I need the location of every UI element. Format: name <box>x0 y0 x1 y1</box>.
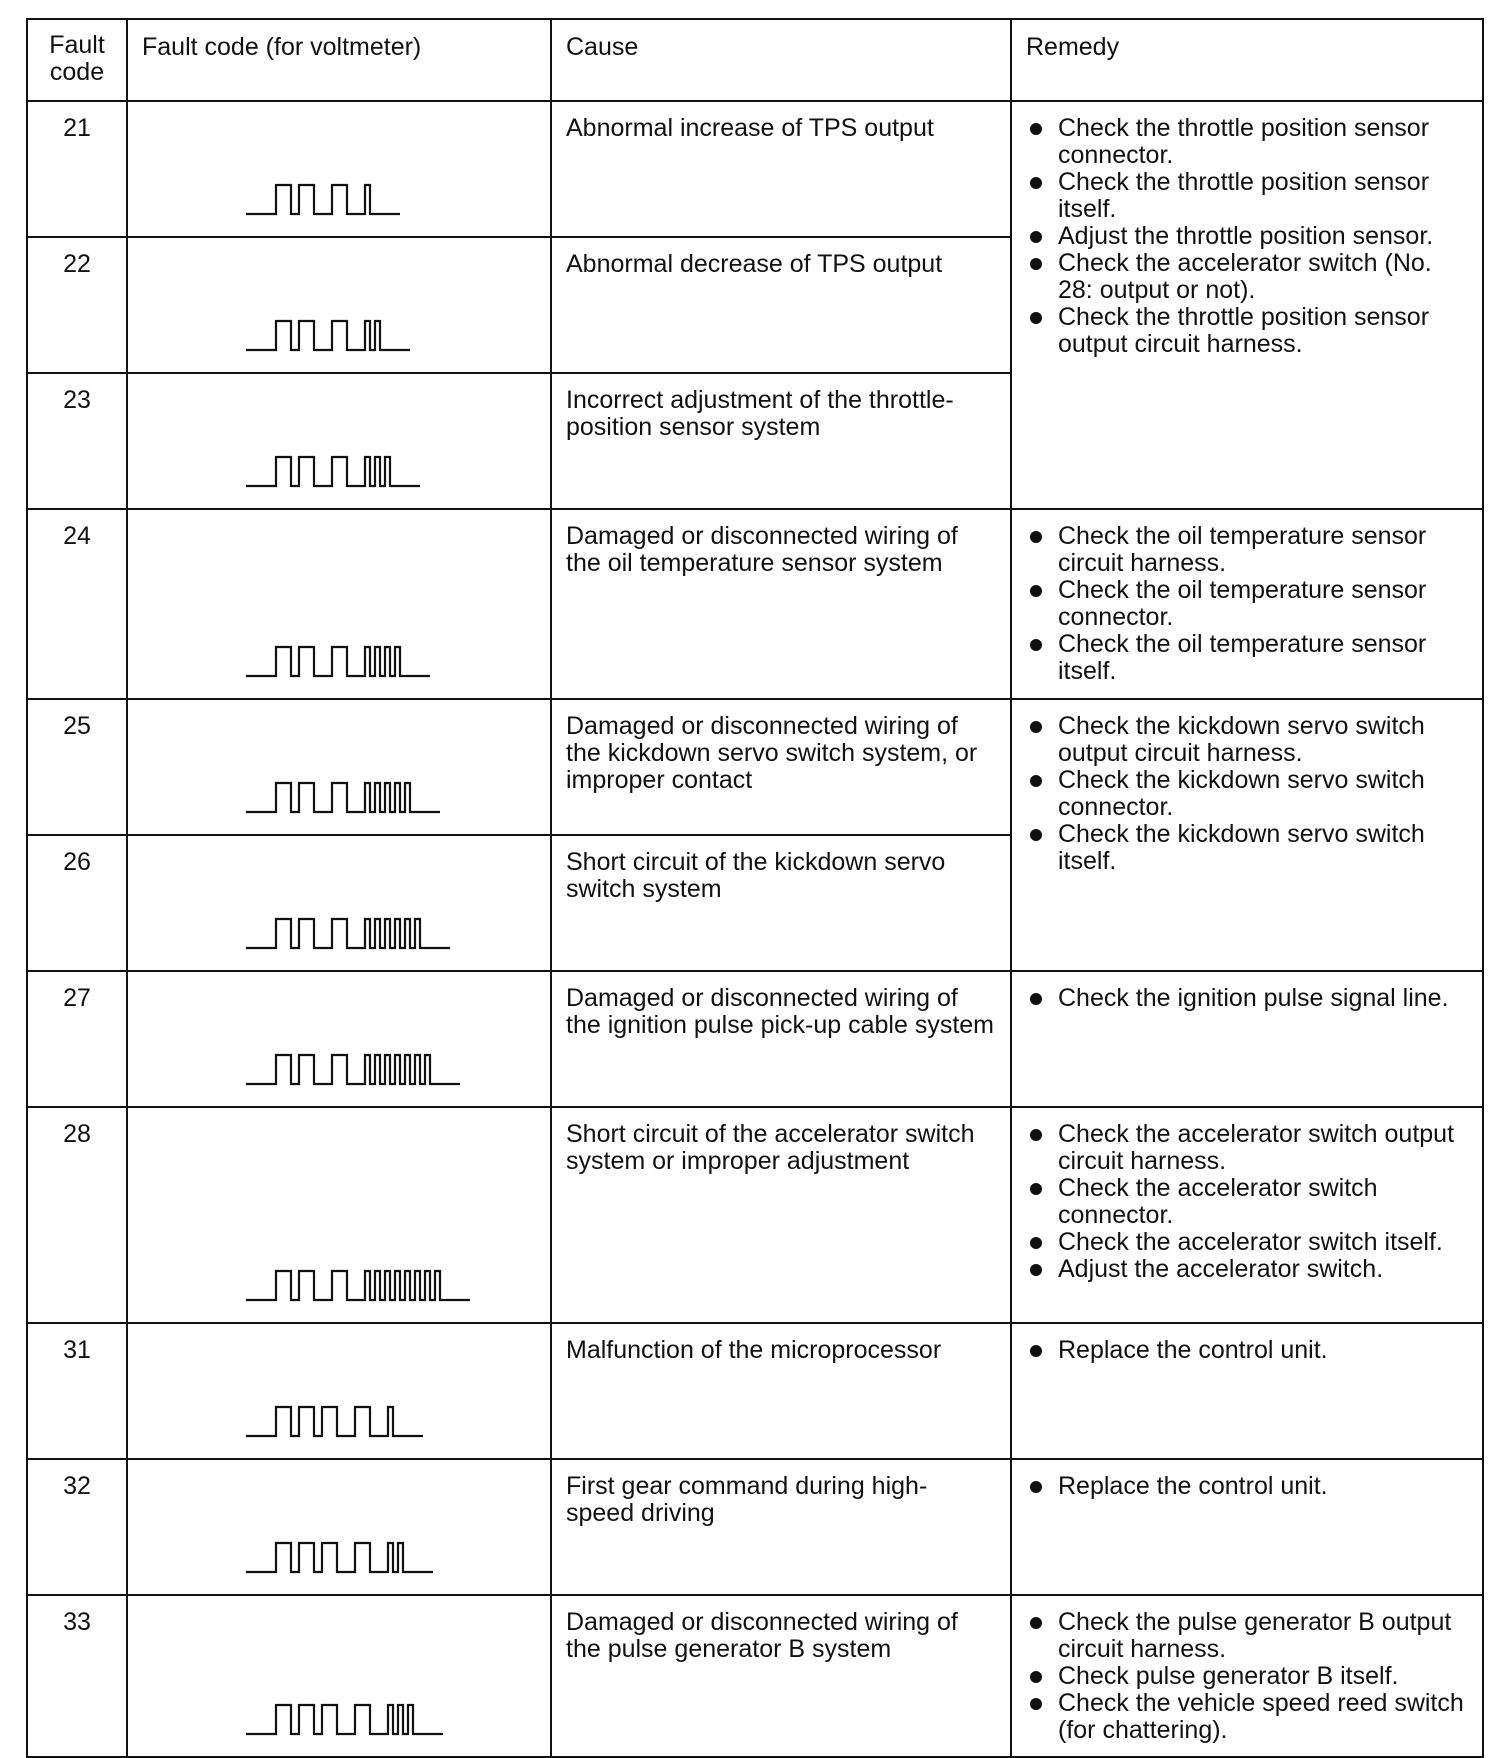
pulse-waveform-cell <box>127 373 551 509</box>
pulse-waveform-line <box>246 321 410 350</box>
cause-cell: First gear command during high-speed driving <box>551 1459 1011 1595</box>
remedy-item: Check the accelerator switch output circuit harness. <box>1026 1121 1470 1175</box>
remedy-item: Check the oil temperature sensor itself. <box>1026 631 1470 685</box>
cause-cell: Damaged or disconnected wiring of the oil temperature sensor system <box>551 509 1011 699</box>
cause-cell: Damaged or disconnected wiring of the pulse generator B system <box>551 1595 1011 1757</box>
remedy-item: Check the accelerator switch (No. 28: output or not). <box>1026 250 1470 304</box>
remedy-item: Check the accelerator switch connector. <box>1026 1175 1470 1229</box>
fault-code-cell: 32 <box>27 1459 127 1595</box>
table-row <box>27 1107 1483 1323</box>
cause-cell: Damaged or disconnected wiring of the kickdown servo switch system, or improper contact <box>551 699 1011 835</box>
fault-code-cell: 21 <box>27 101 127 237</box>
remedy-list <box>1026 985 1470 1012</box>
cause-cell: Short circuit of the accelerator switch system or improper adjustment <box>551 1107 1011 1323</box>
table-row <box>27 509 1483 699</box>
remedy-cell <box>1011 1323 1483 1459</box>
fault-code-cell: 27 <box>27 971 127 1107</box>
remedy-list <box>1026 115 1470 358</box>
fault-code-cell: 31 <box>27 1323 127 1459</box>
remedy-item: Check pulse generator B itself. <box>1026 1663 1470 1690</box>
fault-code-cell: 24 <box>27 509 127 699</box>
cause-cell: Incorrect adjustment of the throttle-position sensor system <box>551 373 1011 509</box>
table-row <box>27 1459 1483 1595</box>
pulse-waveform-line <box>246 919 450 948</box>
fault-code-cell: 26 <box>27 835 127 971</box>
remedy-item: Check the throttle position sensor output circuit harness. <box>1026 304 1470 358</box>
remedy-item: Check the kickdown servo switch output circuit harness. <box>1026 713 1470 767</box>
remedy-item: Check the kickdown servo switch itself. <box>1026 821 1470 875</box>
pulse-waveform-cell <box>127 835 551 971</box>
remedy-item: Check the oil temperature sensor circuit harness. <box>1026 523 1470 577</box>
pulse-waveform <box>244 1052 464 1086</box>
table-row <box>27 971 1483 1107</box>
pulse-waveform-cell <box>127 699 551 835</box>
cause-cell: Malfunction of the microprocessor <box>551 1323 1011 1459</box>
pulse-waveform-line <box>246 1055 460 1084</box>
pulse-waveform-cell <box>127 1323 551 1459</box>
pulse-waveform-line <box>246 457 420 486</box>
table-row <box>27 1595 1483 1757</box>
remedy-item: Replace the control unit. <box>1026 1337 1470 1364</box>
header-fault-code: Fault code <box>27 19 127 101</box>
cause-cell: Abnormal decrease of TPS output <box>551 237 1011 373</box>
pulse-waveform-line <box>246 783 440 812</box>
pulse-waveform <box>244 644 434 678</box>
pulse-waveform-cell <box>127 1107 551 1323</box>
pulse-waveform <box>244 454 424 488</box>
fault-code-cell: 23 <box>27 373 127 509</box>
table-row <box>27 1323 1483 1459</box>
fault-code-cell: 22 <box>27 237 127 373</box>
pulse-waveform-cell <box>127 237 551 373</box>
fault-code-cell: 25 <box>27 699 127 835</box>
remedy-cell <box>1011 509 1483 699</box>
pulse-waveform-cell <box>127 1595 551 1757</box>
cause-cell: Abnormal increase of TPS output <box>551 101 1011 237</box>
remedy-item: Adjust the throttle position sensor. <box>1026 223 1470 250</box>
remedy-cell <box>1011 101 1483 509</box>
remedy-cell <box>1011 971 1483 1107</box>
pulse-waveform <box>244 318 414 352</box>
remedy-list <box>1026 713 1470 875</box>
remedy-list <box>1026 1473 1470 1500</box>
remedy-item: Check the throttle position sensor connector. <box>1026 115 1470 169</box>
header-row <box>27 19 1483 101</box>
pulse-waveform <box>244 780 444 814</box>
pulse-waveform <box>244 1540 437 1574</box>
header-remedy: Remedy <box>1011 19 1483 101</box>
remedy-list <box>1026 1337 1470 1364</box>
remedy-item: Check the ignition pulse signal line. <box>1026 985 1470 1012</box>
remedy-item: Check the kickdown servo switch connector. <box>1026 767 1470 821</box>
pulse-waveform-line <box>246 185 400 214</box>
pulse-waveform-line <box>246 1705 443 1734</box>
pulse-waveform-cell <box>127 509 551 699</box>
remedy-item: Check the oil temperature sensor connector. <box>1026 577 1470 631</box>
remedy-cell <box>1011 699 1483 971</box>
pulse-waveform-cell <box>127 1459 551 1595</box>
table-row <box>27 101 1483 237</box>
remedy-cell <box>1011 1459 1483 1595</box>
pulse-waveform-cell <box>127 101 551 237</box>
remedy-item: Check the vehicle speed reed switch (for chattering). <box>1026 1690 1470 1744</box>
header-cause: Cause <box>551 19 1011 101</box>
remedy-item: Check the accelerator switch itself. <box>1026 1229 1470 1256</box>
pulse-waveform-line <box>246 1543 433 1572</box>
remedy-item: Replace the control unit. <box>1026 1473 1470 1500</box>
fault-code-table <box>26 18 1484 1758</box>
remedy-list <box>1026 523 1470 685</box>
remedy-list <box>1026 1609 1470 1744</box>
pulse-waveform-cell <box>127 971 551 1107</box>
table-row <box>27 699 1483 835</box>
remedy-item: Check the throttle position sensor itself. <box>1026 169 1470 223</box>
pulse-waveform <box>244 1702 447 1736</box>
pulse-waveform-line <box>246 647 430 676</box>
header-voltmeter: Fault code (for voltmeter) <box>127 19 551 101</box>
remedy-list <box>1026 1121 1470 1283</box>
cause-cell: Damaged or disconnected wiring of the ignition pulse pick-up cable system <box>551 971 1011 1107</box>
pulse-waveform-line <box>246 1407 423 1436</box>
pulse-waveform <box>244 182 404 216</box>
remedy-cell <box>1011 1107 1483 1323</box>
pulse-waveform <box>244 1404 427 1438</box>
cause-cell: Short circuit of the kickdown servo switch system <box>551 835 1011 971</box>
remedy-item: Check the pulse generator B output circuit harness. <box>1026 1609 1470 1663</box>
pulse-waveform <box>244 1268 474 1302</box>
pulse-waveform-line <box>246 1271 470 1300</box>
remedy-cell <box>1011 1595 1483 1757</box>
pulse-waveform <box>244 916 454 950</box>
remedy-item: Adjust the accelerator switch. <box>1026 1256 1470 1283</box>
fault-code-cell: 28 <box>27 1107 127 1323</box>
fault-code-cell: 33 <box>27 1595 127 1757</box>
